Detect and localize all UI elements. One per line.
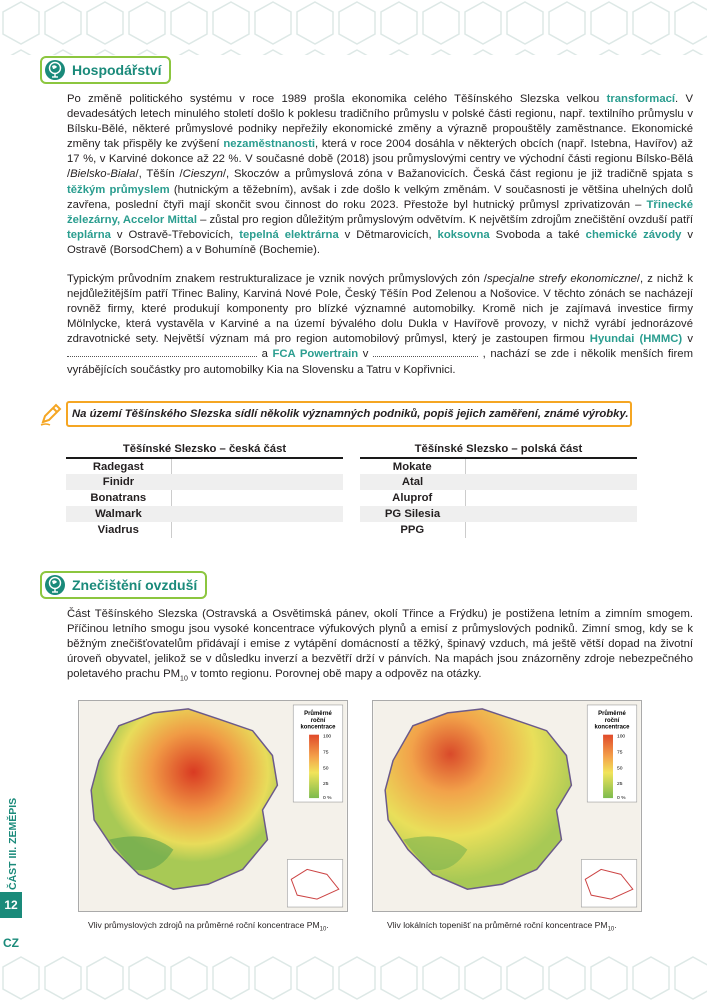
globe-icon bbox=[44, 59, 66, 81]
svg-text:0 %: 0 % bbox=[322, 796, 332, 802]
answer-cell[interactable] bbox=[465, 522, 637, 538]
firms-table-czech bbox=[66, 441, 343, 538]
table-row bbox=[360, 506, 637, 522]
answer-cell[interactable] bbox=[171, 522, 343, 538]
svg-text:100: 100 bbox=[616, 734, 626, 740]
highlight-term: FCA Powertrain bbox=[272, 348, 359, 361]
svg-text:roční: roční bbox=[604, 717, 620, 724]
firm-name: Radegast bbox=[92, 460, 144, 473]
highlight-term: Třinecké železárny, Accelor Mittal bbox=[67, 198, 693, 226]
language-label: CZ bbox=[3, 936, 19, 950]
map-caption-left: Vliv průmyslových zdrojů na průměrné roční koncentrace $PM_{10}$. bbox=[88, 920, 329, 933]
table-row bbox=[66, 474, 343, 490]
pencil-icon bbox=[38, 401, 64, 427]
firm-name: Viadrus bbox=[97, 524, 139, 536]
map-industrial-sources bbox=[78, 700, 348, 912]
table-row bbox=[66, 490, 343, 506]
firms-table-polish bbox=[360, 441, 637, 538]
answer-cell[interactable] bbox=[171, 458, 343, 474]
globe-icon bbox=[44, 574, 66, 596]
legend-colorbar bbox=[603, 735, 613, 798]
highlight-term: Hyundai (HMMC) bbox=[589, 333, 683, 346]
svg-text:75: 75 bbox=[322, 750, 329, 756]
table-row bbox=[360, 522, 637, 538]
firm-name: Walmark bbox=[66, 506, 171, 522]
table-header-polish: Těšínské Slezsko – polská část bbox=[360, 441, 637, 458]
legend-colorbar bbox=[309, 735, 319, 798]
firm-name: Bonatrans bbox=[90, 492, 147, 504]
firm-name: Finidr bbox=[66, 474, 171, 490]
table-row bbox=[66, 522, 343, 538]
table-row bbox=[66, 506, 343, 522]
highlight-term: nezaměstnanosti bbox=[223, 138, 315, 151]
firm-name: Aluprof bbox=[392, 492, 433, 504]
section-title-air bbox=[40, 571, 207, 599]
svg-text:25: 25 bbox=[616, 782, 623, 788]
svg-text:0 %: 0 % bbox=[616, 796, 626, 802]
svg-text:50: 50 bbox=[616, 766, 623, 772]
answer-cell[interactable] bbox=[465, 458, 637, 474]
table-row bbox=[360, 458, 637, 474]
answer-cell[interactable] bbox=[465, 474, 637, 490]
svg-text:100: 100 bbox=[322, 734, 332, 740]
highlight-term: teplárna bbox=[67, 228, 111, 241]
svg-text:75: 75 bbox=[616, 750, 623, 756]
legend-title: Průměrné bbox=[304, 710, 332, 717]
highlight-term: koksovna bbox=[437, 228, 490, 241]
table-row bbox=[66, 458, 343, 474]
task-text: Na území Těšínského Slezska sídlí několik významných podniků, popiš jejich zaměření, známé výrobky. bbox=[66, 401, 632, 427]
firm-name: Mokate bbox=[392, 460, 432, 473]
section-title-text: Hospodářství bbox=[72, 62, 162, 78]
economy-paragraph-1: Po změně politického systému v roce 1989 prošla ekonomika celého Těšínského Slezska velkou transformací. V devadesátých letech minulého století došlo k poklesu tradičního průmyslu v polské části regionu, např. textilního průmyslu v Bílsku-Bělé, některé průmyslové podniky nepřežily ekonomické změny a výrazně propouštěly zaměstnance. Ekonomické změny tak přispěly ke zvýšení nezaměstnanosti, která v roce 2004 dosáhla v některých obcích (např. Istebna, Havířov) až 17 %, v Karviné dokonce až 22 %. V současné době (2018) jsou průmyslovými centry ve východní části regionu Bílsko-Bělá /Bielsko-Biała/, Těšín /Cieszyn/, Skoczów a průmyslová zóna v Bažanovicích. Česká část regionu je již tradičně spjata s těžkým průmyslem (hutnickým a těžebním), avšak i zde došlo k velkým změnám. V současnosti je většina uhelných dolů zavřena, poslední čtyři mají skončit svou činnost do roku 2023. Přestože byl hutnický průmysl zprivatizován – Třinecké železárny, Accelor Mittal – zůstal pro region důležitým průmyslovým odvětvím. K největším zdrojům znečištění ovzduší patří teplárna v Ostravě-Třebovicích, tepelná elektrárna v Dětmarovicích, koksovna Svoboda a také chemické závody v Ostravě (BorsodChem) a v Bohumíně (Bochemie). bbox=[67, 93, 693, 256]
answer-cell[interactable] bbox=[171, 506, 343, 522]
firm-name: PPG bbox=[400, 524, 425, 536]
air-paragraph: Část Těšínského Slezska (Ostravská a Osvětimská pánev, okolí Třince a Frýdku) je postižena letním a zimním smogem. Příčinou letního smogu jsou vysoké koncentrace výfukových plynů a emisí z průmyslových podniků. Zimní smog, kdy se k běžným znečišťovatelům přidávají i emise z vytápění domácností a těžký, špinavý vzduch, má ještě větší dopad na životní úroveň obyvatel, jelikož se v důsledku inverzí a bezvětří drží v pánvích. Na mapách jsou znázorněny zdroje nebezpečného poletavého prachu $PM_{10}$ v tomto regionu. Porovnej obě mapy a odpověz na otázky. bbox=[67, 608, 693, 683]
firm-name: PG Silesia bbox=[360, 506, 465, 522]
highlight-term: chemické závody bbox=[585, 228, 682, 241]
page-number: 12 bbox=[0, 892, 22, 918]
svg-text:koncentrace: koncentrace bbox=[300, 724, 336, 731]
svg-text:koncentrace: koncentrace bbox=[594, 724, 630, 731]
answer-cell[interactable] bbox=[465, 506, 637, 522]
answer-blank-fca[interactable] bbox=[373, 347, 478, 357]
table-row bbox=[360, 474, 637, 490]
legend-title: Průměrné bbox=[598, 710, 626, 717]
svg-text:25: 25 bbox=[322, 782, 329, 788]
highlight-term: transformací bbox=[606, 93, 676, 105]
table-header-czech: Těšínské Slezsko – česká část bbox=[66, 441, 343, 458]
svg-text:roční: roční bbox=[310, 717, 326, 724]
section-title-economy bbox=[40, 56, 171, 84]
side-label bbox=[4, 782, 20, 892]
answer-cell[interactable] bbox=[171, 490, 343, 506]
task-box bbox=[38, 399, 632, 429]
map-caption-right: Vliv lokálních topenišť na průměrné roční koncentrace $PM_{10}$. bbox=[387, 920, 617, 933]
hex-pattern-bottom bbox=[0, 955, 707, 1000]
table-row bbox=[360, 490, 637, 506]
svg-text:ČÁST III. ZEMĚPIS: ČÁST III. ZEMĚPIS bbox=[7, 797, 19, 890]
answer-blank-hyundai[interactable] bbox=[67, 347, 257, 357]
highlight-term: těžkým průmyslem bbox=[67, 183, 170, 196]
section-title-text: Znečištění ovzduší bbox=[72, 577, 198, 593]
map-local-heating bbox=[372, 700, 642, 912]
highlight-term: tepelná elektrárna bbox=[239, 228, 339, 241]
answer-cell[interactable] bbox=[171, 474, 343, 490]
svg-text:50: 50 bbox=[322, 766, 329, 772]
hex-pattern-top bbox=[0, 0, 707, 55]
firm-name: Atal bbox=[360, 474, 465, 490]
answer-cell[interactable] bbox=[465, 490, 637, 506]
economy-paragraph-2: Typickým průvodním znakem restrukturalizace je vznik nových průmyslových zón /specjalne strefy ekonomiczne/, z nichž k nejdůležitějším patří Třinec Baliny, Karviná Nové Pole, Český Těšín Pod Zelenou a Nošovice. V těchto zónách se nacházejí rovněž firmy, které produkují komponenty pro blízké významné automobilky. Kromě nich je zajímavá investice firmy Mölnlycke, která vystavěla v Karviné a na území bývalého dolu Dukla v Havířově provozy, v nichž vyrábí jednorázové zdravotnické sety. Největší význam má pro region automobilový průmysl, který je zastoupen firmou Hyundai (HMMC) v a FCA Powertrain v , nachází se zde i několik menších firem vyrábějících součástky pro automobilky Kia na Slovensku a Tatru v Kopřivnici. bbox=[67, 273, 693, 376]
